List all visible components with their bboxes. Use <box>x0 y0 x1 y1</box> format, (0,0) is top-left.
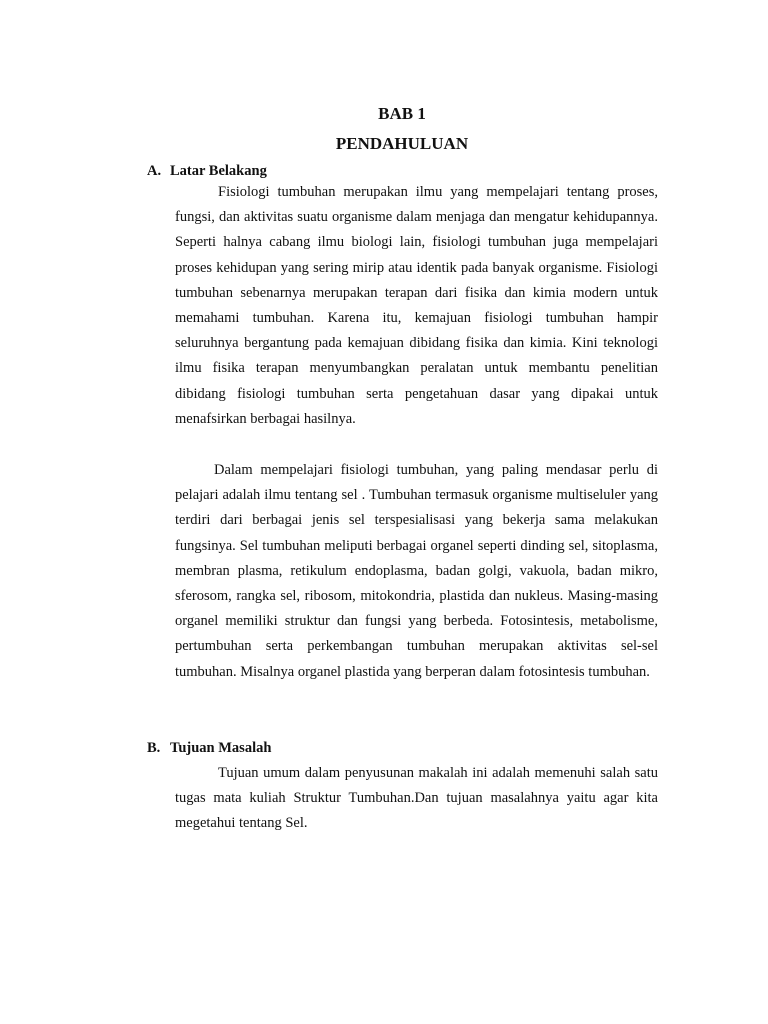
section-letter: B. <box>147 740 161 756</box>
section-title: Tujuan Masalah <box>170 740 272 756</box>
section-heading-latar-belakang <box>147 162 267 180</box>
paragraph-latar-belakang-2: Dalam mempelajari fisiologi tumbuhan, yang paling mendasar perlu di pelajari adalah ilmu tentang sel . Tumbuhan termasuk organisme multiseluler yang terdiri dari berbagai jenis sel terspesialisasi yang bekerja sama melakukan fungsinya. Sel tumbuhan meliputi berbagai organel seperti dinding sel, sitoplasma, membran plasma, retikulum endoplasma, badan golgi, vakuola, badan mikro, sferosom, rangka sel, ribosom, mitokondria, plastida dan nukleus. Masing-masing organel memiliki struktur dan fungsi yang berbeda. Fotosintesis, metabolisme, pertumbuhan serta perkembangan tumbuhan merupakan aktivitas sel-sel tumbuhan. Misalnya organel plastida yang berperan dalam fotosintesis tumbuhan. <box>175 462 658 680</box>
section-letter: A. <box>147 163 162 179</box>
paragraph-latar-belakang-1: Fisiologi tumbuhan merupakan ilmu yang mempelajari tentang proses, fungsi, dan aktivitas suatu organisme dalam menjaga dan mengatur kehidupannya. Seperti halnya cabang ilmu biologi lain, fisiologi tumbuhan juga mempelajari proses kehidupan yang sering mirip atau identik pada banyak organisme. Fisiologi tumbuhan sebenarnya merupakan terapan dari fisika dan kimia modern untuk memahami tumbuhan. Karena itu, kemajuan fisiologi tumbuhan hampir seluruhnya bergantung pada kemajuan dibidang fisika dan kimia. Kini teknologi ilmu fisika terapan menyumbangkan peralatan untuk membantu penelitian dibidang fisiologi tumbuhan serta pengetahuan dasar yang dipakai untuk menafsirkan berbagai hasilnya. <box>175 184 658 427</box>
chapter-number: BAB 1 <box>378 104 426 123</box>
section-title: Latar Belakang <box>170 163 267 179</box>
chapter-title: PENDAHULUAN <box>335 134 469 153</box>
paragraph-tujuan-masalah: Tujuan umum dalam penyusunan makalah ini adalah memenuhi salah satu tugas mata kuliah Struktur Tumbuhan.Dan tujuan masalahnya yaitu agar kita megetahui tentang Sel. <box>175 765 658 832</box>
section-heading-tujuan-masalah <box>147 739 271 757</box>
